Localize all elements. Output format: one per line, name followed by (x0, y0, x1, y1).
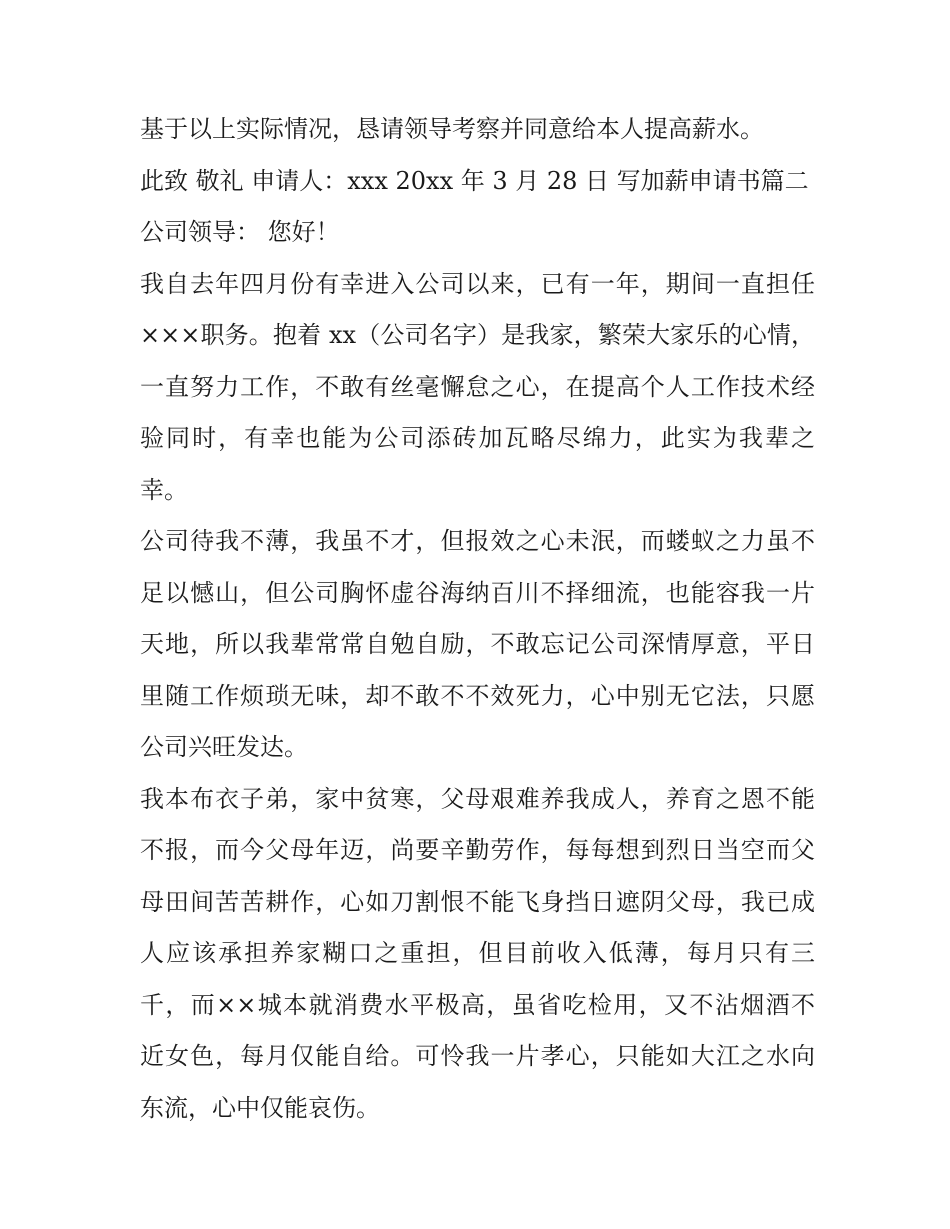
text-line: 东流，心中仅能哀伤。 (140, 1093, 380, 1122)
text-line: ×××职务。抱着 xx（公司名字）是我家，繁荣大家乐的心情， (140, 321, 815, 349)
text-line: 近女色，每月仅能自给。可怜我一片孝心，只能如大江之水向 (140, 1042, 815, 1070)
text-line: 此致 敬礼 申请人：xxx 20xx 年 3 月 28 日 写加薪申请书篇二 (140, 166, 809, 195)
text-line: 天地，所以我辈常常自勉自励，不敢忘记公司深情厚意，平日 (140, 630, 815, 658)
text-line: 验同时，有幸也能为公司添砖加瓦略尽绵力，此实为我辈之 (140, 424, 815, 452)
text-line: 里随工作烦琐无味，却不敢不不效死力，心中别无它法，只愿 (140, 681, 815, 710)
text-line: 幸。 (140, 475, 188, 504)
text-line: 我本布衣子弟，家中贫寒，父母艰难养我成人，养育之恩不能 (140, 784, 815, 813)
text-line: 公司领导： 您好！ (140, 218, 340, 246)
text-line: 不报，而今父母年迈，尚要辛勤劳作，每每想到烈日当空而父 (140, 836, 815, 864)
text-line: 足以憾山，但公司胸怀虚谷海纳百川不择细流，也能容我一片 (140, 578, 815, 607)
text-line: 我自去年四月份有幸进入公司以来，已有一年，期间一直担任 (140, 269, 815, 298)
text-line: 基于以上实际情况，恳请领导考察并同意给本人提高薪水。 (140, 115, 764, 143)
document-body (140, 104, 815, 1134)
text-line: 公司兴旺发达。 (140, 733, 308, 761)
text-line: 人应该承担养家糊口之重担，但目前收入低薄，每月只有三 (140, 939, 815, 967)
text-line: 一直努力工作，不敢有丝毫懈怠之心，在提高个人工作技术经 (140, 372, 815, 401)
text-line: 母田间苦苦耕作，心如刀割恨不能飞身挡日遮阴父母，我已成 (140, 887, 815, 916)
text-line: 公司待我不薄，我虽不才，但报效之心未泯，而蝼蚁之力虽不 (140, 527, 815, 555)
text-line: 千，而××城本就消费水平极高，虽省吃检用，又不沾烟酒不 (140, 990, 815, 1019)
